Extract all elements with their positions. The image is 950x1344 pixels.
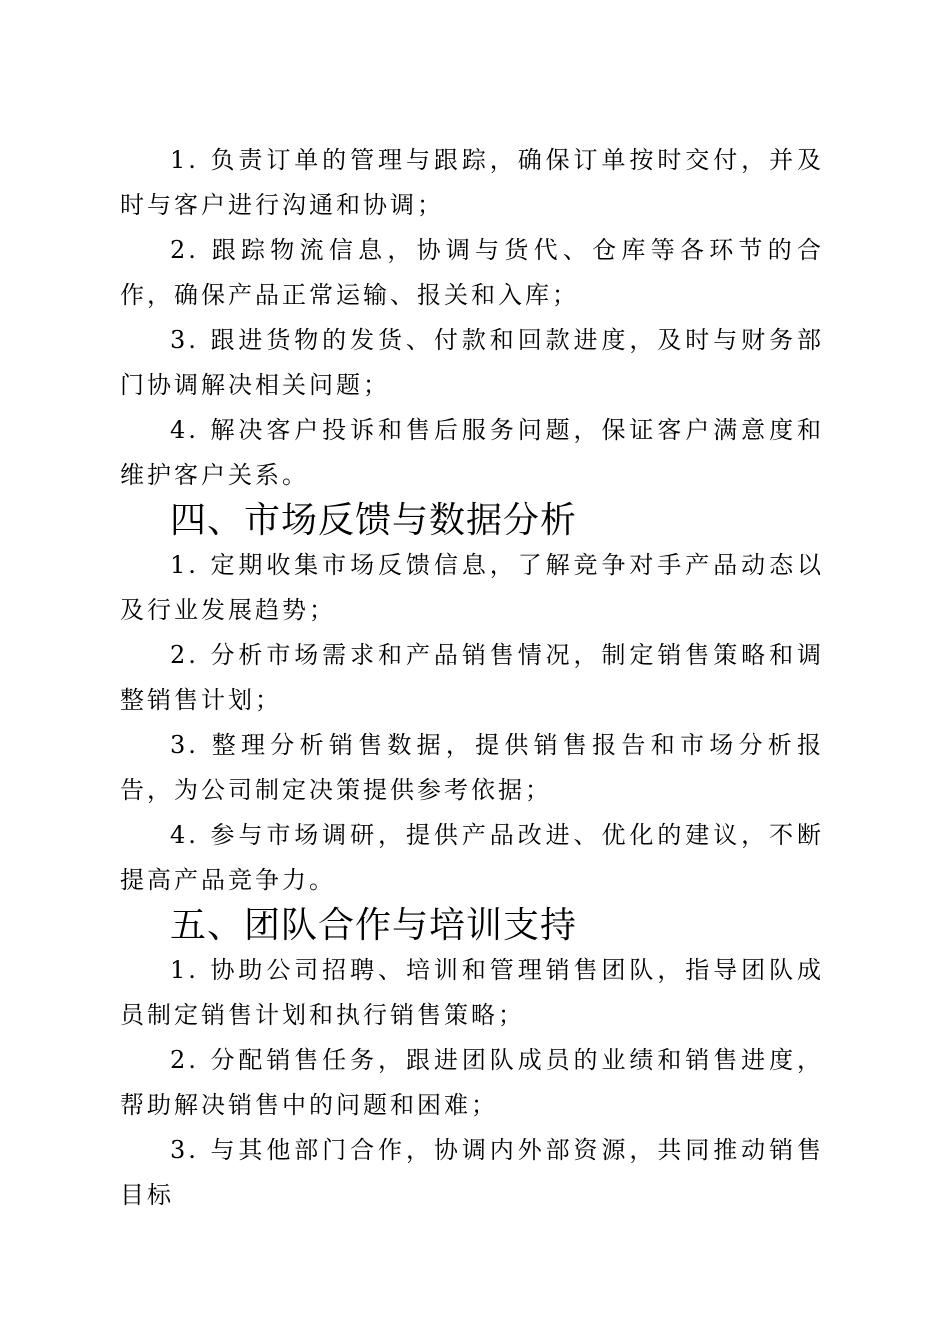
paragraph-customer-service: 4. 解决客户投诉和售后服务问题，保证客户满意度和维护客户关系。 bbox=[120, 416, 824, 489]
paragraph-sales-data: 3. 整理分析销售数据，提供销售报告和市场分析报告，为公司制定决策提供参考依据； bbox=[120, 731, 824, 804]
paragraph-order-management: 1. 负责订单的管理与跟踪，确保订单按时交付，并及时与客户进行沟通和协调； bbox=[120, 146, 824, 219]
paragraph-payment-followup: 3. 跟进货物的发货、付款和回款进度，及时与财务部门协调解决相关问题； bbox=[120, 326, 824, 399]
paragraph-market-feedback: 1. 定期收集市场反馈信息，了解竞争对手产品动态以及行业发展趋势； bbox=[120, 551, 824, 624]
section-heading-team-training: 五、团队合作与培训支持 bbox=[170, 905, 578, 946]
paragraph-task-assignment: 2. 分配销售任务，跟进团队成员的业绩和销售进度，帮助解决销售中的问题和困难； bbox=[120, 1046, 824, 1119]
document-body bbox=[120, 138, 824, 1218]
paragraph-market-research: 4. 参与市场调研，提供产品改进、优化的建议，不断提高产品竞争力。 bbox=[120, 821, 824, 894]
section-heading-market-feedback: 四、市场反馈与数据分析 bbox=[170, 500, 578, 541]
paragraph-cross-department: 3. 与其他部门合作，协调内外部资源，共同推动销售目标 bbox=[120, 1136, 824, 1209]
paragraph-team-recruitment: 1. 协助公司招聘、培训和管理销售团队，指导团队成员制定销售计划和执行销售策略； bbox=[120, 956, 824, 1029]
paragraph-demand-analysis: 2. 分析市场需求和产品销售情况，制定销售策略和调整销售计划； bbox=[120, 641, 824, 714]
paragraph-logistics-tracking: 2. 跟踪物流信息，协调与货代、仓库等各环节的合作，确保产品正常运输、报关和入库； bbox=[120, 236, 824, 309]
